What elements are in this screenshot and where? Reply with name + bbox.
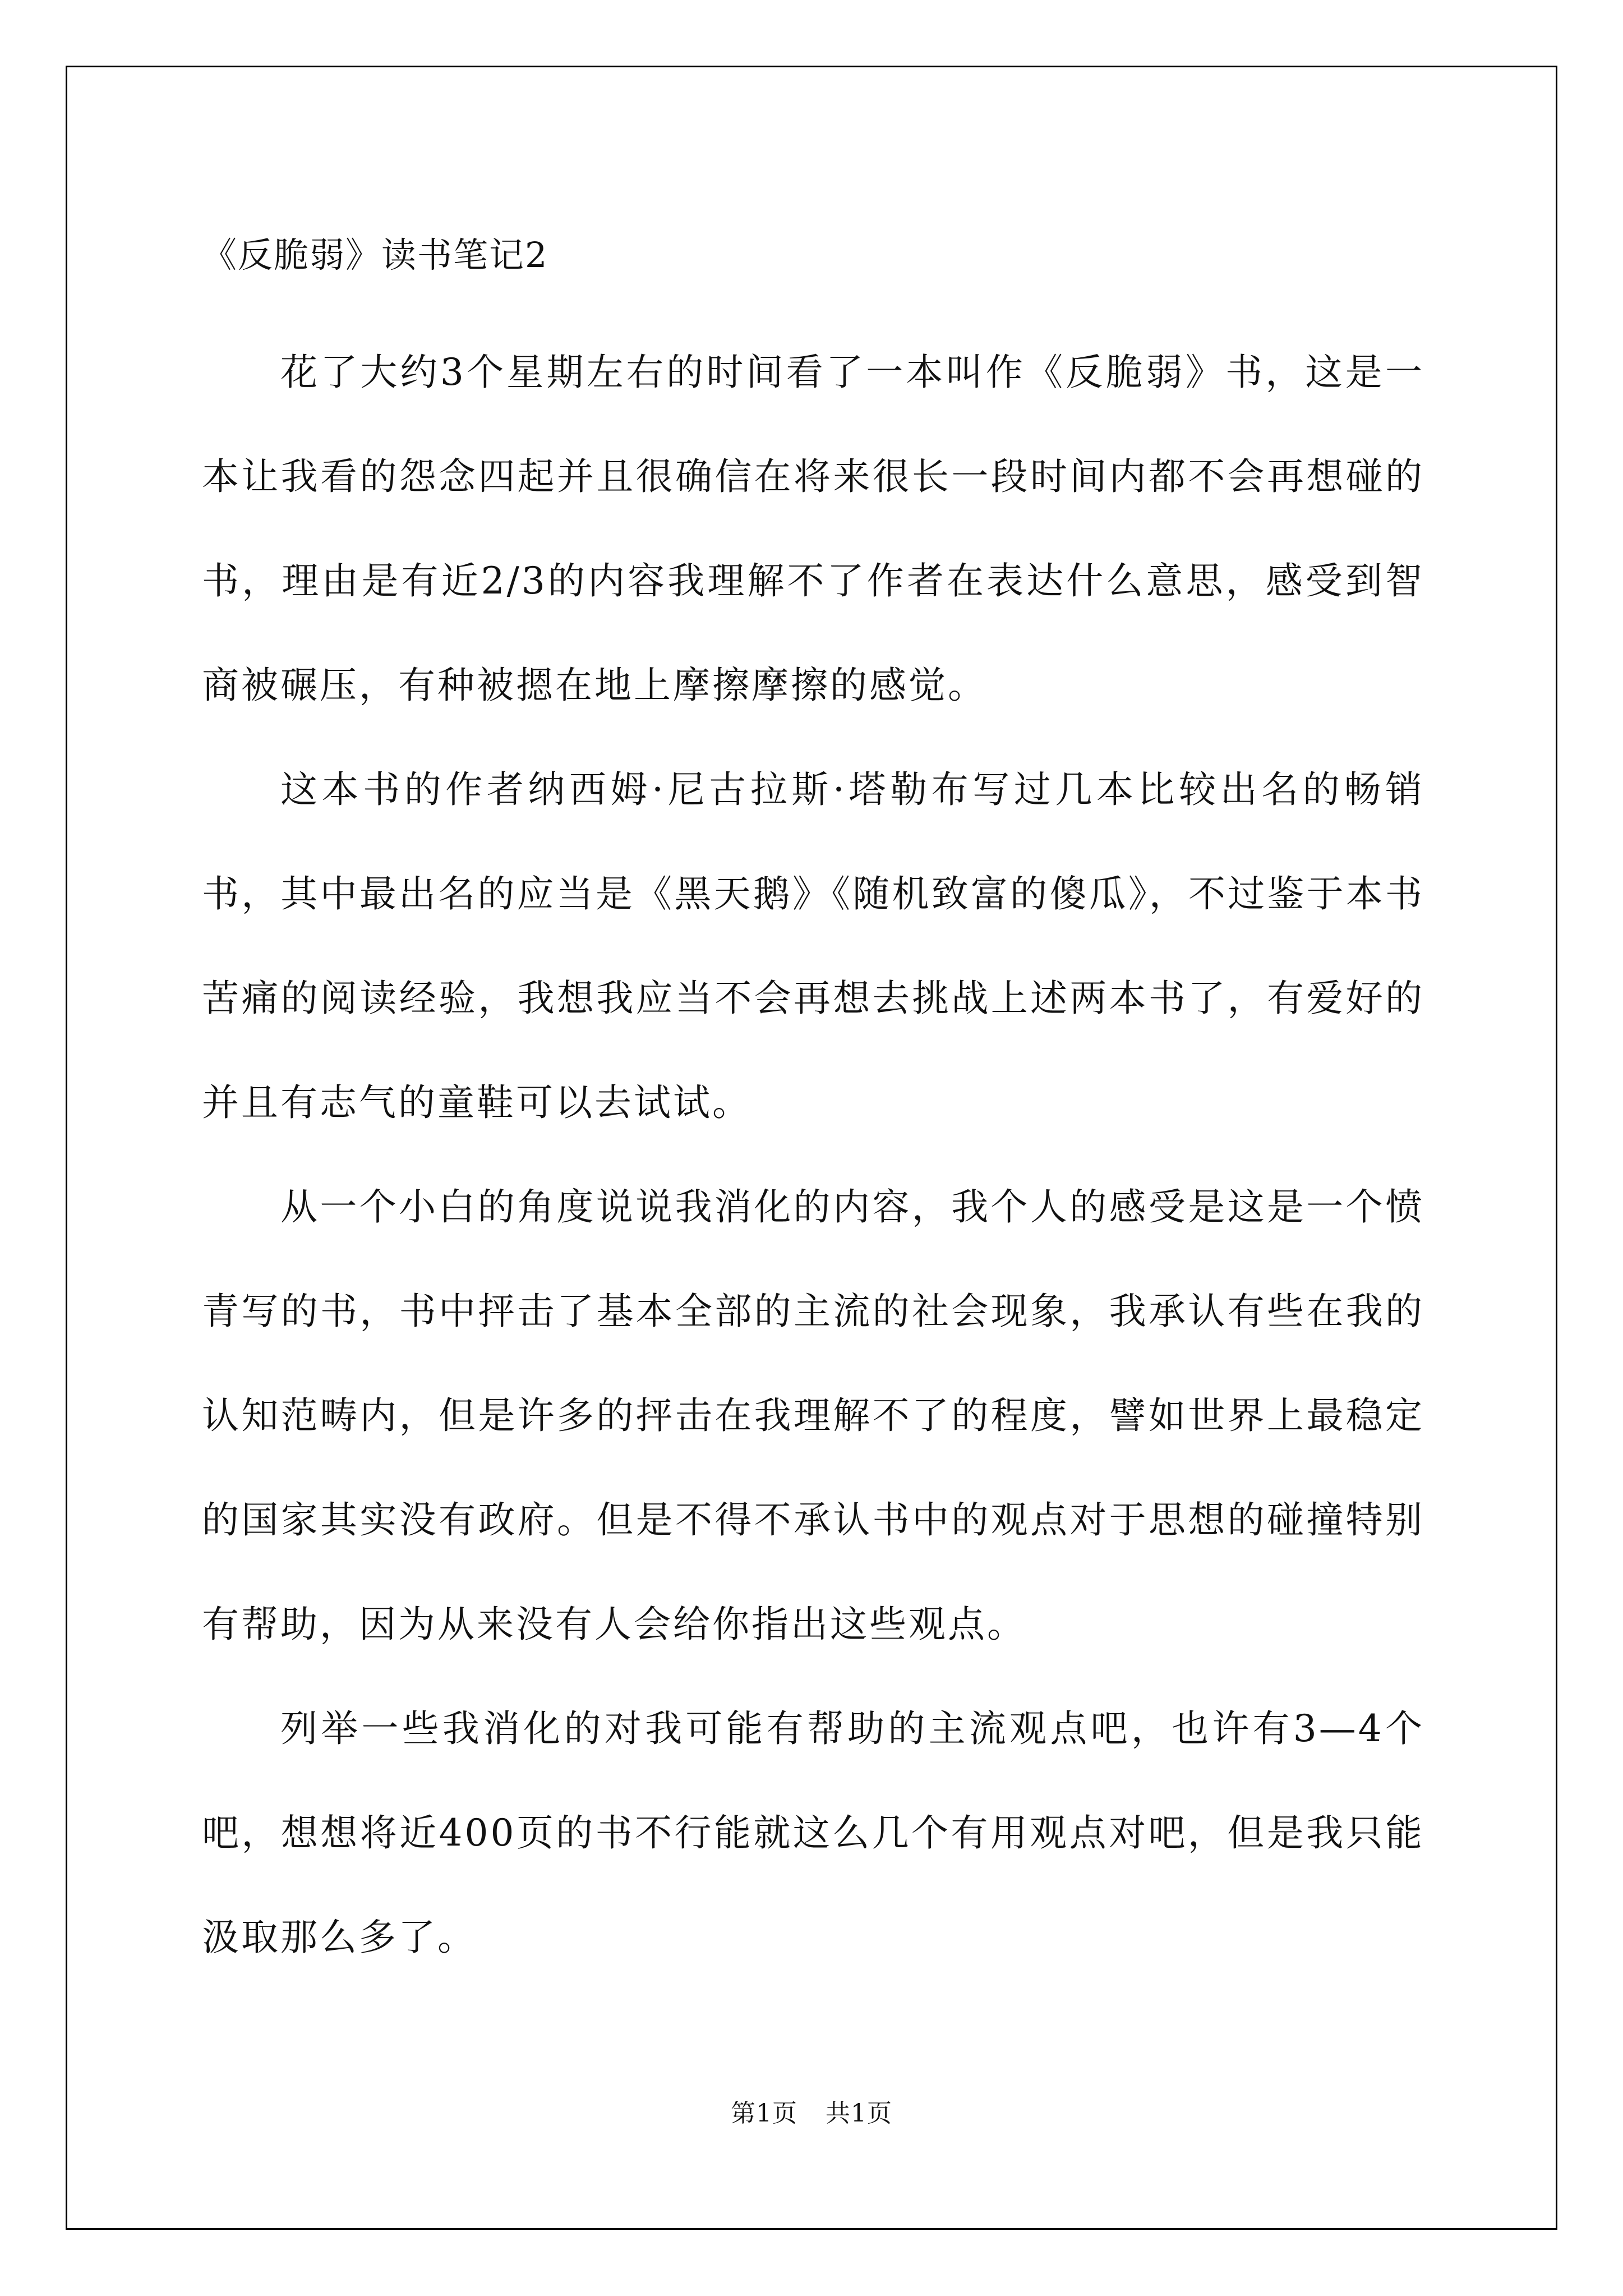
document-title: 《反脆弱》读书笔记2 [202, 234, 548, 275]
paragraph-4: 列举一些我消化的对我可能有帮助的主流观点吧，也许有3—4个吧，想想将近400页的书不行能就这么几个有用观点对吧，但是我只能汲取那么多了。 [202, 1707, 1424, 1959]
paragraph-3: 从一个小白的角度说说我消化的内容，我个人的感受是这是一个愤青写的书，书中抨击了基本全部的主流的社会现象，我承认有些在我的认知范畴内，但是许多的抨击在我理解不了的程度，譬如世界上最稳定的国家其实没有政府。但是不得不承认书中的观点对于思想的碰撞特别有帮助，因为从来没有人会给你指出这些观点。 [202, 1185, 1424, 1646]
paragraph-1: 花了大约3个星期左右的时间看了一本叫作《反脆弱》书，这是一本让我看的怨念四起并且很确信在将来很长一段时间内都不会再想碰的书，理由是有近2/3的内容我理解不了作者在表达什么意思，感受到智商被碾压，有种被摁在地上摩擦摩擦的感觉。 [202, 351, 1424, 707]
page-footer [0, 2097, 1623, 2131]
document-body [202, 222, 1424, 1990]
paragraph-2: 这本书的作者纳西姆·尼古拉斯·塔勒布写过几本比较出名的畅销书，其中最出名的应当是《黑天鹅》《随机致富的傻瓜》，不过鉴于本书苦痛的阅读经验，我想我应当不会再想去挑战上述两本书了，有爱好的并且有志气的童鞋可以去试试。 [202, 768, 1424, 1124]
page-total: 共1页 [826, 2099, 892, 2128]
page-number: 第1页 [731, 2099, 797, 2128]
